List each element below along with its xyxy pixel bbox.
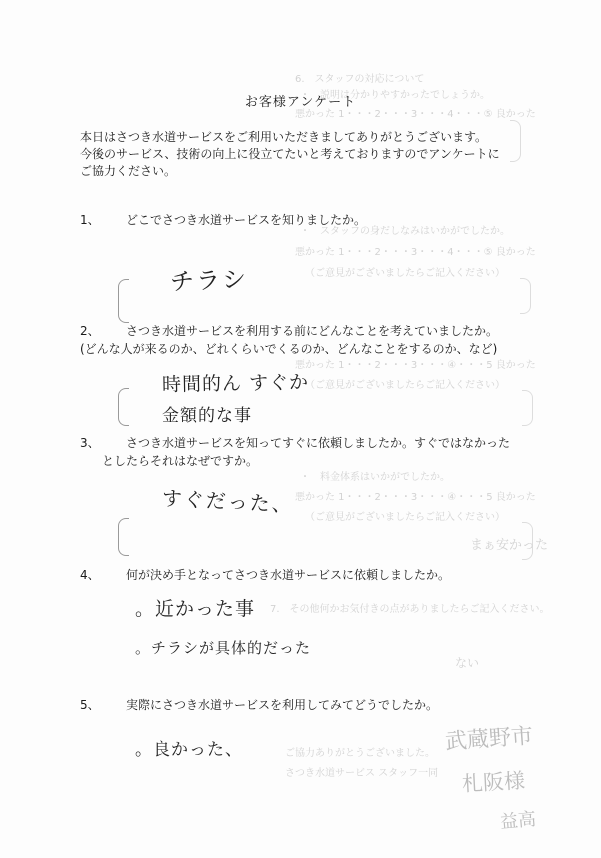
handwritten-answer: チラシ bbox=[169, 265, 249, 296]
answer-bracket bbox=[118, 388, 129, 426]
bleed-through-text: ない bbox=[455, 656, 480, 670]
bleed-through-text: ・ 料金体系はいかがでしたか。 bbox=[300, 472, 450, 483]
question-text: どこでさつき水道サービスを知りましたか。 bbox=[126, 213, 367, 227]
bleed-through-bracket bbox=[520, 278, 531, 314]
page-title: お客様アンケート bbox=[244, 95, 357, 110]
bleed-through-text: まぁ安かった bbox=[470, 538, 549, 553]
intro-line: ご協力ください。 bbox=[80, 164, 177, 178]
question-subtext: (どんな人が来るのか、どれくらいでくるのか、どんなことをするのか、など) bbox=[80, 342, 498, 356]
handwritten-answer: 時間的ん すぐか bbox=[161, 371, 310, 396]
bleed-through-text: （ご意見がございましたらご記入ください） bbox=[305, 268, 505, 279]
answer-bracket bbox=[118, 279, 129, 323]
bleed-through-text: 7. その他何かお気付きの点がありましたらご記入ください。 bbox=[270, 604, 550, 615]
bleed-through-text: ・ スタッフの身だしなみはいかがでしたか。 bbox=[300, 226, 510, 237]
handwritten-answer: すぐだった、 bbox=[161, 486, 295, 517]
handwritten-answer: 。良かった、 bbox=[135, 740, 243, 760]
signature-mark: 益高 bbox=[499, 808, 537, 833]
signature-name: 札阪様 bbox=[461, 768, 526, 796]
signature-address: 武蔵野市 bbox=[444, 723, 534, 755]
bleed-through-bracket bbox=[522, 390, 533, 426]
bleed-through-text: （ご意見がございましたらご記入ください） bbox=[305, 380, 505, 391]
question-number: 2、 bbox=[80, 324, 100, 338]
bleed-through-text: ・ 説明は分かりやすかったでしょうか。 bbox=[300, 90, 490, 101]
bleed-through-text: 悪かった 1・・・2・・・3・・・4・・・⑤ 良かった bbox=[295, 109, 536, 120]
question-number: 3、 bbox=[80, 436, 100, 450]
intro-line: 本日はさつき水道サービスをご利用いただきましてありがとうございます。 bbox=[80, 130, 488, 144]
question-number: 1、 bbox=[80, 213, 100, 227]
bleed-through-text: 悪かった 1・・・2・・・3・・・④・・・5 良かった bbox=[295, 492, 536, 503]
question-text: さつき水道サービスを利用する前にどんなことを考えていましたか。 bbox=[126, 324, 499, 338]
question-text: 何が決め手となってさつき水道サービスに依頼しましたか。 bbox=[126, 568, 451, 582]
bleed-through-text: （ご意見がございましたらご記入ください） bbox=[305, 512, 505, 523]
handwritten-answer: 。チラシが具体的だった bbox=[135, 639, 312, 657]
intro-paragraph bbox=[80, 129, 550, 180]
answer-bracket bbox=[118, 518, 129, 556]
bleed-through-text: 悪かった 1・・・2・・・3・・・④・・・5 良かった bbox=[295, 360, 536, 371]
bleed-through-text: 悪かった 1・・・2・・・3・・・4・・・⑤ 良かった bbox=[295, 247, 536, 258]
bleed-through-text: 6. スタッフの対応について bbox=[295, 74, 425, 85]
question-number: 4、 bbox=[80, 568, 100, 582]
question-number: 5、 bbox=[80, 698, 100, 712]
intro-line: 今後のサービス、技術の向上に役立てたいと考えておりますのでアンケートに bbox=[80, 147, 500, 161]
question-text: さつき水道サービスを知ってすぐに依頼しましたか。すぐではなかった bbox=[126, 436, 511, 450]
question-subtext: としたらそれはなぜですか。 bbox=[102, 454, 259, 468]
bleed-through-text: ご協力ありがとうございました。 bbox=[285, 748, 435, 759]
bleed-through-bracket bbox=[522, 522, 533, 560]
bleed-through-text: さつき水道サービス スタッフ一同 bbox=[285, 768, 439, 779]
handwritten-answer: 。近かった事 bbox=[135, 598, 256, 620]
handwritten-answer: 金額的な事 bbox=[162, 406, 252, 426]
question-text: 実際にさつき水道サービスを利用してみてどうでしたか。 bbox=[126, 698, 439, 712]
